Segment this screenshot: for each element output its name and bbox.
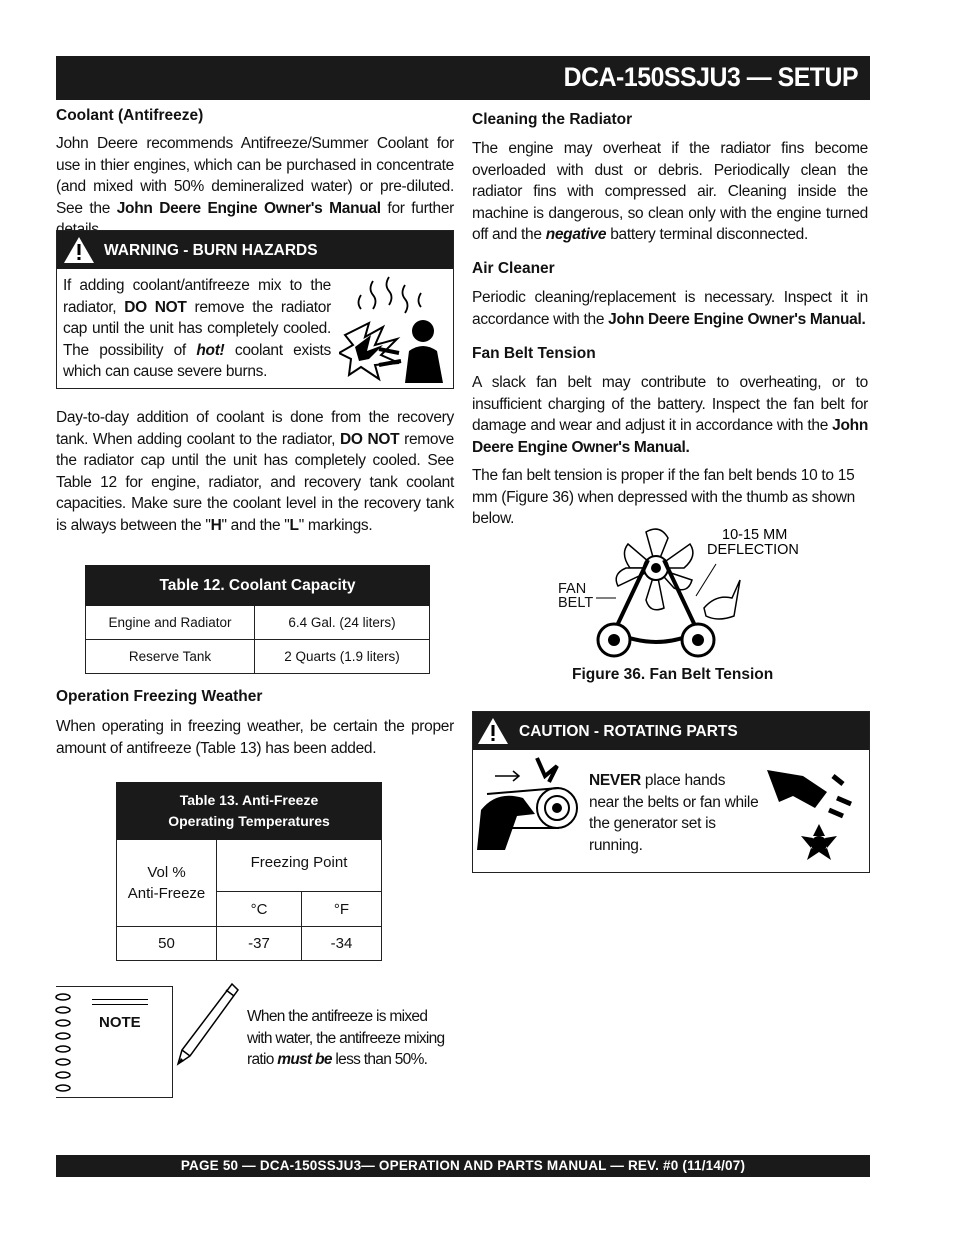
table13-title: Table 13. Anti-Freeze Operating Temperatures <box>117 783 382 840</box>
table12-row1-label: Engine and Radiator <box>86 606 255 640</box>
table13-vol-value: 50 <box>117 927 217 961</box>
warning-title-bar <box>57 231 453 269</box>
radiator-paragraph: The engine may overheat if the radiator fins become overloaded with dust or debris. Periodically clean the radiator fins with compressed air. Cleaning inside the machine is dangerous, so clean only with the engine turned off and the negative battery terminal disconnected. <box>472 140 868 243</box>
caution-title-bar <box>473 712 869 750</box>
coolant-capacity-table <box>85 565 430 674</box>
fan-belt-heading: Fan Belt Tension <box>472 345 596 362</box>
coolant-paragraph: John Deere recommends Antifreeze/Summer Coolant for use in thier engines, which can be purchased in concentrate (and mixed with 50% demineralized water) or pre-diluted. See the John Deere Engine Owner's Manual for further <box>56 135 454 217</box>
antifreeze-table <box>116 782 382 961</box>
table-row <box>117 927 382 961</box>
fan-belt-paragraph-2: The fan belt tension is proper if the fan belt bends 10 to 15 mm (Figure 36) when depressed with the thumb as shown below. <box>472 467 855 527</box>
table13-vol-header: Vol % Anti-Freeze <box>117 840 217 927</box>
warning-title: WARNING - BURN HAZARDS <box>104 242 318 259</box>
table13-fahrenheit-header: °F <box>302 892 382 927</box>
page-header-bar <box>56 56 870 100</box>
caution-rotating-box <box>472 711 870 873</box>
note-notepad <box>56 986 173 1098</box>
note-label: NOTE <box>99 1014 141 1031</box>
table13-fahrenheit-value: -34 <box>302 927 382 961</box>
table12-title: Table 12. Coolant Capacity <box>86 566 430 606</box>
fan-belt-paragraph: A slack fan belt may contribute to overheating, or to insufficient charging of the battery. Inspect the fan belt for damage and wear and adjust it in accordance with the John Deere Engine Owner's Manual. <box>472 374 868 456</box>
table12-row1-value: 6.4 Gal. (24 liters) <box>255 606 430 640</box>
air-cleaner-heading: Air Cleaner <box>472 260 555 277</box>
air-cleaner-paragraph: Periodic cleaning/replacement is necessary. Inspect it in accordance with the John Deere Engine Owner's Manual. <box>472 289 868 328</box>
spiral-binding-icon <box>54 991 76 1093</box>
fan-belt-figure <box>556 524 816 660</box>
caution-text: NEVER place hands near the belts or fan while the generator set is running. <box>589 772 759 854</box>
warning-triangle-icon <box>477 717 509 745</box>
note-rule <box>92 1004 148 1005</box>
day-to-day-paragraph: Day-to-day addition of coolant is done from the recovery tank. When adding coolant to the radiator, DO NOT remove the radiator cap until the unit has completely cooled. See Table 12 for engine, radiator, and recovery tank coolant capacities. Make sure the coolant level in the recovery tank is always between the "H" and the "L" markings. <box>56 409 454 534</box>
page-footer: PAGE 50 — DCA-150SSJU3— OPERATION AND PARTS MANUAL — REV. #0 (11/14/07) <box>56 1155 870 1177</box>
note-text: When the antifreeze is mixed with water, the antifreeze mixing ratio must be less than 50%. <box>247 1008 445 1068</box>
table13-celsius-header: °C <box>217 892 302 927</box>
table12-row2-label: Reserve Tank <box>86 640 255 674</box>
hand-belt-icon <box>477 754 581 854</box>
coolant-heading: Coolant (Antifreeze) <box>56 107 204 124</box>
radiator-heading: Cleaning the Radiator <box>472 111 633 128</box>
warning-triangle-icon <box>63 236 95 264</box>
fan-belt-label: FAN BELT <box>558 581 594 611</box>
freezing-paragraph: When operating in freezing weather, be certain the proper amount of antifreeze (Table 13) has been added. <box>56 718 454 757</box>
table-row <box>86 640 430 674</box>
table12-row2-value: 2 Quarts (1.9 liters) <box>255 640 430 674</box>
warning-text: If adding coolant/antifreeze mix to the radiator, DO NOT remove the radiator cap until the unit has completely cooled. The possibility of hot! coolant exists which can cause severe burns. <box>63 277 332 380</box>
page-title: DCA-150SSJU3 — SETUP <box>563 62 858 92</box>
table-row <box>86 606 430 640</box>
deflection-label: 10-15 MM DEFLECTION <box>707 527 799 558</box>
freezing-heading: Operation Freezing Weather <box>56 688 263 705</box>
table13-celsius-value: -37 <box>217 927 302 961</box>
pencil-icon <box>172 980 242 1070</box>
figure-36-caption: Figure 36. Fan Belt Tension <box>572 666 774 683</box>
hand-fan-icon <box>763 764 863 866</box>
steam-burn-icon <box>339 275 447 383</box>
note-rule <box>92 999 148 1000</box>
caution-title: CAUTION - ROTATING PARTS <box>519 723 738 740</box>
warning-burn-box <box>56 230 454 389</box>
table13-freezing-header: Freezing Point <box>217 840 382 892</box>
